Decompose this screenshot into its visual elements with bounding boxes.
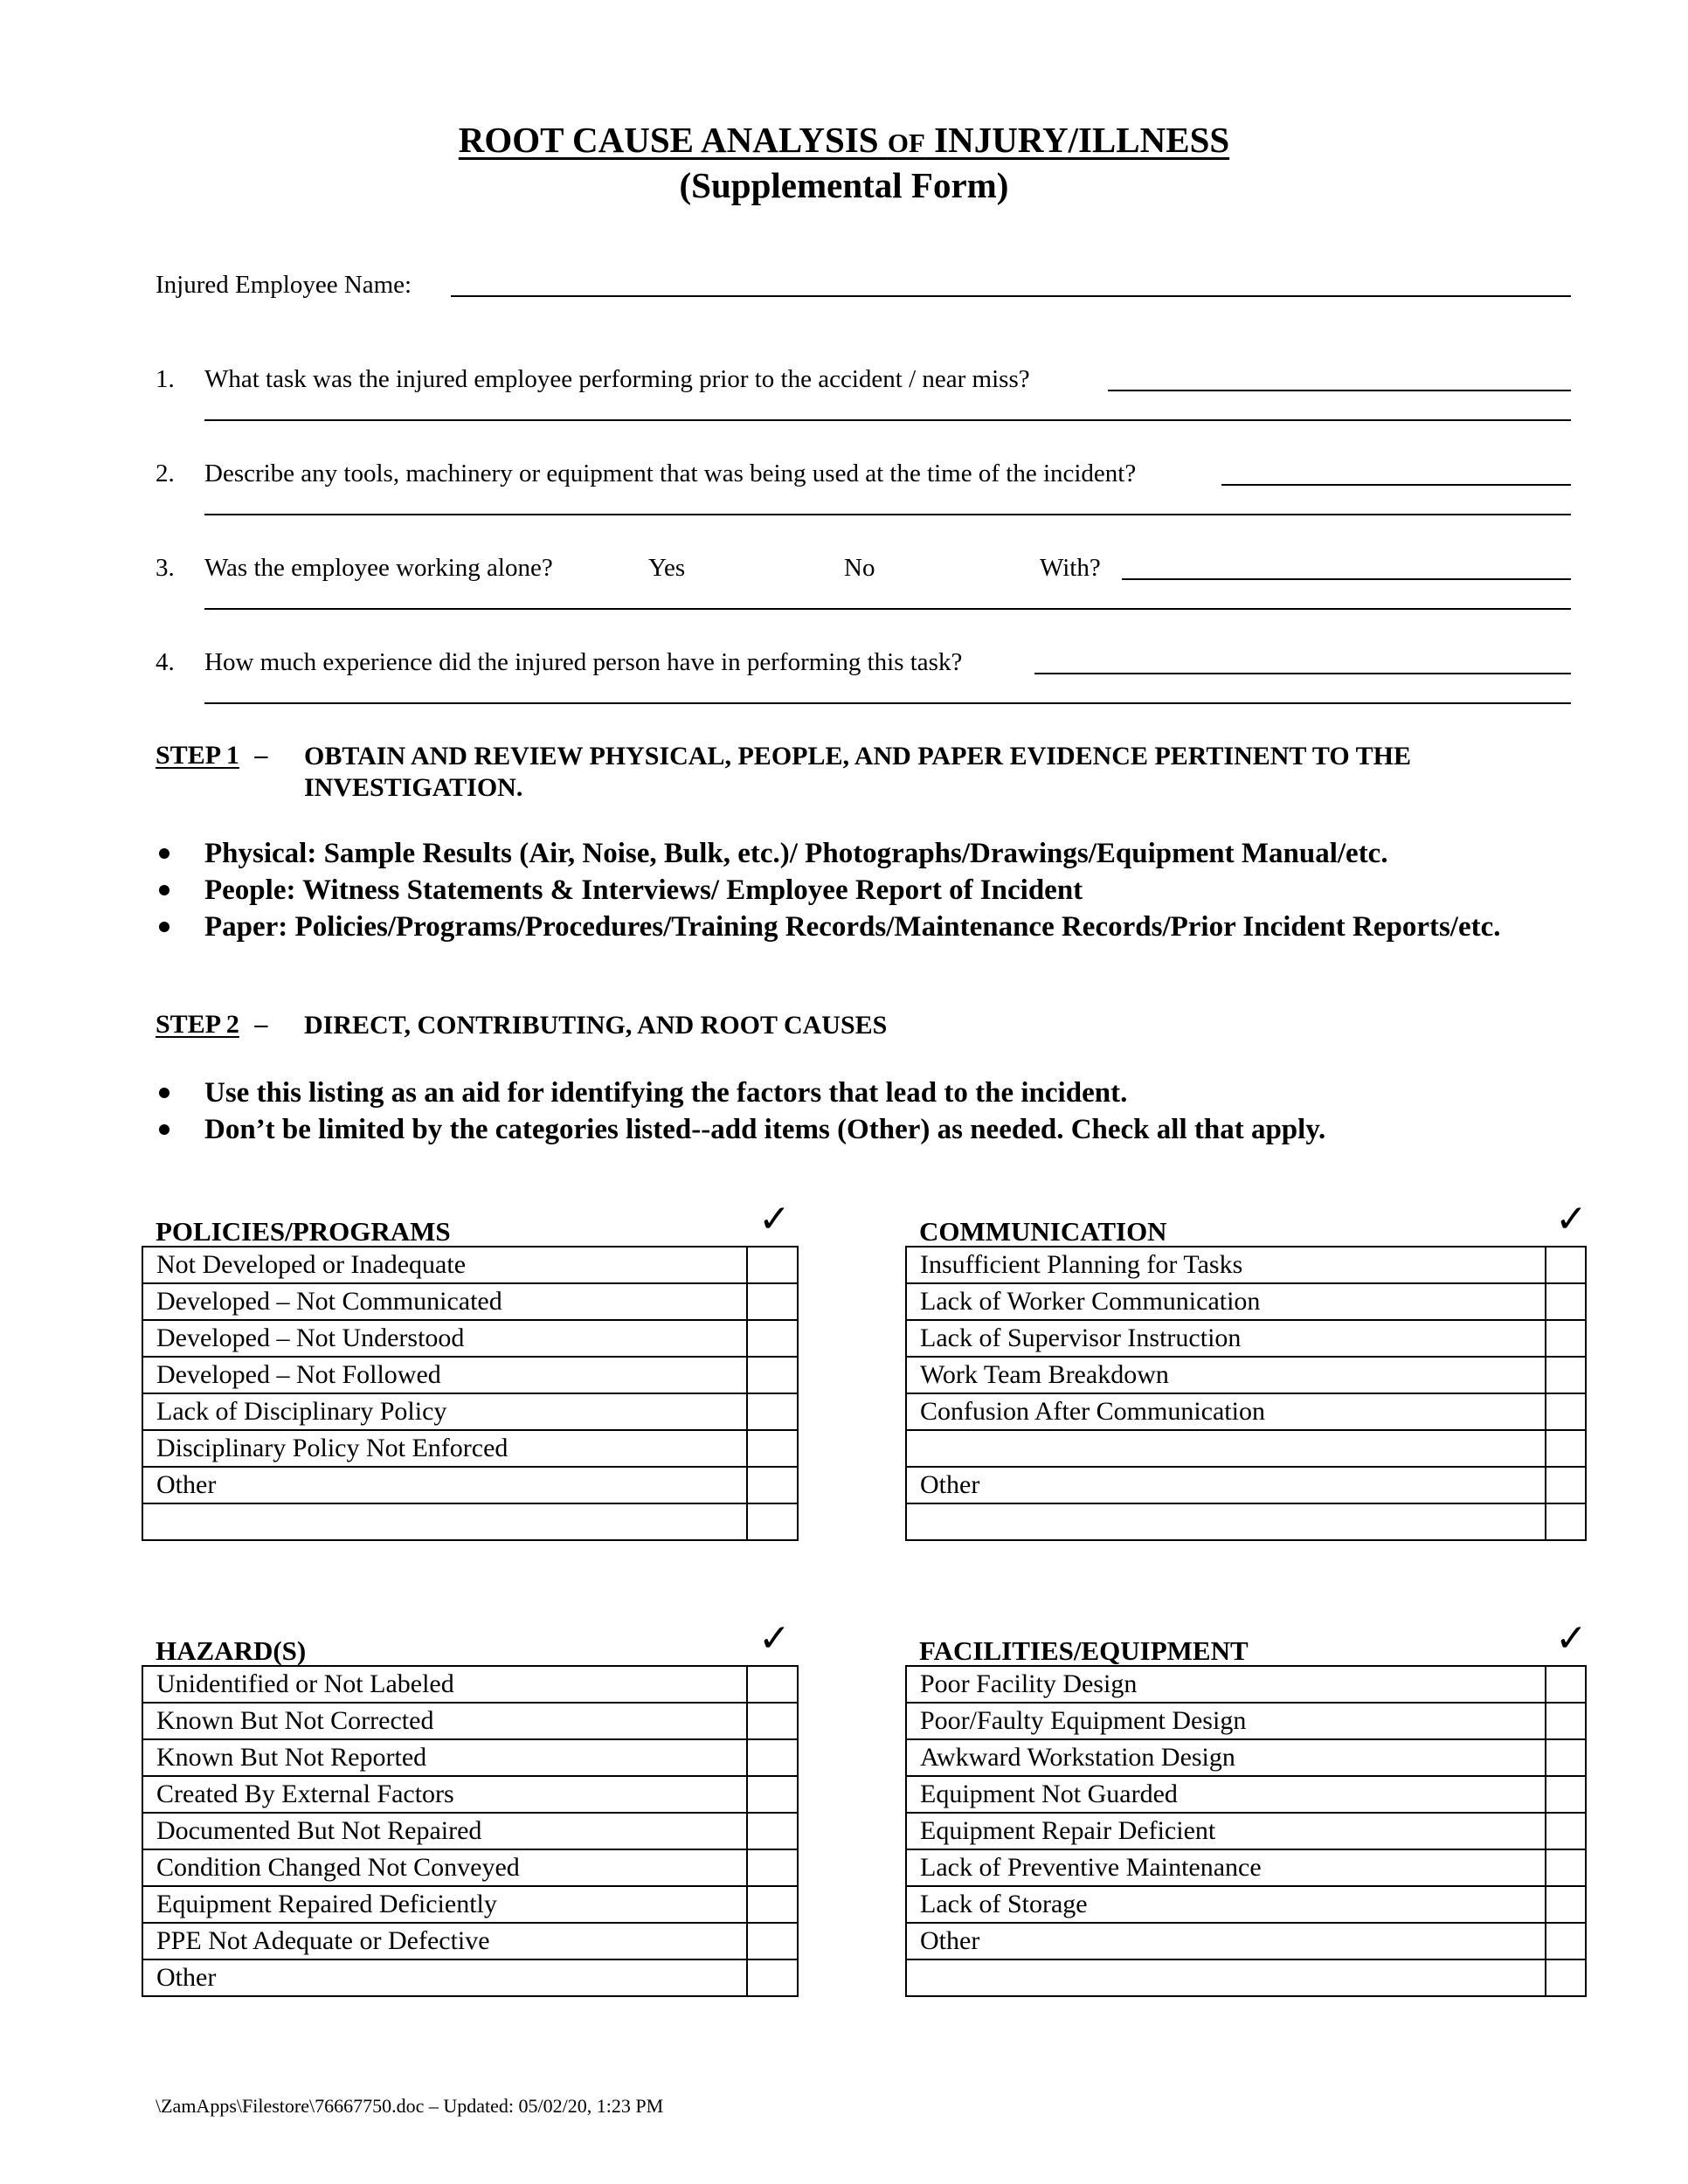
check-box[interactable] [1546,1283,1586,1320]
check-box[interactable] [1546,1320,1586,1357]
table-row [906,1739,1586,1776]
check-box[interactable] [1546,1357,1586,1393]
cause-label: Other [142,1959,747,1996]
check-box[interactable] [747,1247,798,1283]
table-row [142,1283,798,1320]
check-box[interactable] [747,1430,798,1467]
table-row [142,1776,798,1813]
facilities-equipment-heading: FACILITIES/EQUIPMENT [919,1635,1249,1666]
check-column-icon: ✓ [758,1616,791,1661]
question-3-no-option[interactable]: No [844,554,875,582]
policies-programs-heading: POLICIES/PROGRAMS [156,1216,451,1247]
cause-label: Lack of Worker Communication [906,1283,1546,1320]
table-row [142,1849,798,1886]
table-row [142,1666,798,1703]
check-box[interactable] [747,1886,798,1923]
step-1-label: STEP 1 – [156,741,268,770]
table-row [142,1430,798,1467]
check-box[interactable] [1546,1739,1586,1776]
cause-label: Confusion After Communication [906,1393,1546,1430]
check-box[interactable] [1546,1503,1586,1540]
list-item: People: Witness Statements & Interviews/ Employee Report of Incident [156,872,1501,909]
communication-heading: COMMUNICATION [919,1216,1167,1247]
table-row [906,1959,1586,1996]
question-1-answer-line-1[interactable] [1108,390,1571,391]
list-item: Physical: Sample Results (Air, Noise, Bulk, etc.)/ Photographs/Drawings/Equipment Manual/etc. [156,835,1501,872]
list-item: Use this listing as an aid for identifying the factors that lead to the incident. [156,1075,1325,1111]
check-box[interactable] [1546,1776,1586,1813]
check-box[interactable] [747,1776,798,1813]
form-subtitle: (Supplemental Form) [679,165,1009,205]
table-row [142,1923,798,1959]
check-column-icon: ✓ [758,1197,791,1241]
check-box[interactable] [1546,1849,1586,1886]
check-box[interactable] [1546,1923,1586,1959]
table-row [906,1923,1586,1959]
cause-label: Not Developed or Inadequate [142,1247,747,1283]
check-box[interactable] [747,1467,798,1503]
cause-label: Other [906,1923,1546,1959]
table-row [142,1247,798,1283]
question-3-number: 3. [156,554,175,582]
check-box[interactable] [1546,1430,1586,1467]
table-row [142,1739,798,1776]
hazards-heading: HAZARD(S) [156,1635,307,1666]
check-box[interactable] [747,1959,798,1996]
cause-label: Lack of Storage [906,1886,1546,1923]
question-3-with-label: With? [1040,554,1101,582]
bullet-icon [159,848,169,859]
cause-label: Other [906,1467,1546,1503]
question-4-number: 4. [156,648,175,676]
table-row [142,1959,798,1996]
list-item: Don’t be limited by the categories listed--add items (Other) as needed. Check all that apply. [156,1111,1325,1148]
question-3-yes-option[interactable]: Yes [648,554,686,582]
employee-name-label: Injured Employee Name: [156,271,412,299]
table-row [906,1393,1586,1430]
cause-label: Poor Facility Design [906,1666,1546,1703]
cause-label: Disciplinary Policy Not Enforced [142,1430,747,1467]
cause-label: Developed – Not Communicated [142,1283,747,1320]
hazards-table [142,1665,799,1997]
facilities-equipment-table [905,1665,1587,1997]
check-box[interactable] [747,1739,798,1776]
bullet-icon [159,922,169,932]
bullet-icon [159,885,169,895]
cause-label: Other [142,1467,747,1503]
check-box[interactable] [747,1393,798,1430]
table-row [906,1430,1586,1467]
step-2-text: DIRECT, CONTRIBUTING, AND ROOT CAUSES [304,1011,888,1040]
footer-file-path: \ZamApps\Filestore\76667750.doc – Updated: 05/02/20, 1:23 PM [156,2095,664,2117]
check-box[interactable] [1546,1393,1586,1430]
table-row [906,1467,1586,1503]
table-row [142,1886,798,1923]
communication-table [905,1246,1587,1541]
step-1-bullet-list [156,835,1501,945]
cause-label [906,1430,1546,1467]
check-box[interactable] [747,1320,798,1357]
table-row [906,1849,1586,1886]
question-3-answer-line-1[interactable] [1122,578,1571,580]
table-row [142,1503,798,1540]
question-2-text: Describe any tools, machinery or equipment that was being used at the time of the incident? [204,460,1137,487]
form-title: ROOT CAUSE ANALYSIS OF INJURY/ILLNESS [458,120,1230,160]
cause-label: Awkward Workstation Design [906,1739,1546,1776]
check-box[interactable] [747,1503,798,1540]
question-3-answer-line-2[interactable] [204,608,1571,610]
check-column-icon: ✓ [1555,1616,1588,1661]
check-column-icon: ✓ [1555,1197,1588,1241]
cause-label: Created By External Factors [142,1776,747,1813]
check-box[interactable] [1546,1467,1586,1503]
cause-label [906,1503,1546,1540]
table-row [142,1813,798,1849]
question-4-answer-line-1[interactable] [1034,673,1571,674]
step-1-text: OBTAIN AND REVIEW PHYSICAL, PEOPLE, AND PAPER EVIDENCE PERTINENT TO THE INVESTIGATION. [304,742,1411,802]
table-row [906,1813,1586,1849]
table-row [906,1503,1586,1540]
cause-label [906,1959,1546,1996]
cause-label: Lack of Supervisor Instruction [906,1320,1546,1357]
question-2-number: 2. [156,460,175,487]
cause-label: Insufficient Planning for Tasks [906,1247,1546,1283]
table-row [906,1283,1586,1320]
cause-label: Documented But Not Repaired [142,1813,747,1849]
check-box[interactable] [747,1357,798,1393]
cause-label: Equipment Not Guarded [906,1776,1546,1813]
employee-name-field[interactable] [451,295,1571,297]
question-2-answer-line-2[interactable] [204,514,1571,515]
cause-label: Developed – Not Understood [142,1320,747,1357]
question-1-number: 1. [156,365,175,393]
cause-label: Equipment Repaired Deficiently [142,1886,747,1923]
table-row [142,1703,798,1739]
question-1-answer-line-2[interactable] [204,419,1571,421]
check-box[interactable] [747,1849,798,1886]
cause-label [142,1503,747,1540]
table-row [906,1776,1586,1813]
cause-label: Lack of Disciplinary Policy [142,1393,747,1430]
question-2-answer-line-1[interactable] [1221,484,1571,486]
check-box[interactable] [747,1703,798,1739]
cause-label: Poor/Faulty Equipment Design [906,1703,1546,1739]
check-box[interactable] [1546,1247,1586,1283]
cause-label: Unidentified or Not Labeled [142,1666,747,1703]
policies-programs-table [142,1246,799,1541]
list-item: Paper: Policies/Programs/Procedures/Training Records/Maintenance Records/Prior Incident Reports/etc. [156,909,1501,945]
question-4-text: How much experience did the injured person have in performing this task? [204,648,963,676]
table-row [142,1393,798,1430]
table-row [906,1666,1586,1703]
table-row [142,1467,798,1503]
question-3-text: Was the employee working alone? [204,554,553,582]
cause-label: Equipment Repair Deficient [906,1813,1546,1849]
check-box[interactable] [747,1813,798,1849]
check-box[interactable] [1546,1886,1586,1923]
cause-label: Condition Changed Not Conveyed [142,1849,747,1886]
check-box[interactable] [1546,1959,1586,1996]
table-row [906,1320,1586,1357]
question-4-answer-line-2[interactable] [204,702,1571,704]
bullet-icon [159,1124,169,1135]
check-box[interactable] [747,1923,798,1959]
question-1-text: What task was the injured employee performing prior to the accident / near miss? [204,365,1030,393]
bullet-icon [159,1088,169,1098]
check-box[interactable] [1546,1666,1586,1703]
table-row [906,1703,1586,1739]
cause-label: Known But Not Corrected [142,1703,747,1739]
table-row [142,1320,798,1357]
table-row [142,1357,798,1393]
cause-label: Developed – Not Followed [142,1357,747,1393]
cause-label: Lack of Preventive Maintenance [906,1849,1546,1886]
check-box[interactable] [1546,1703,1586,1739]
step-2-label: STEP 2 – [156,1010,268,1039]
check-box[interactable] [1546,1813,1586,1849]
step-2-bullet-list [156,1075,1325,1148]
table-row [906,1247,1586,1283]
cause-label: PPE Not Adequate or Defective [142,1923,747,1959]
check-box[interactable] [747,1666,798,1703]
cause-label: Work Team Breakdown [906,1357,1546,1393]
table-row [906,1886,1586,1923]
check-box[interactable] [747,1283,798,1320]
table-row [906,1357,1586,1393]
cause-label: Known But Not Reported [142,1739,747,1776]
